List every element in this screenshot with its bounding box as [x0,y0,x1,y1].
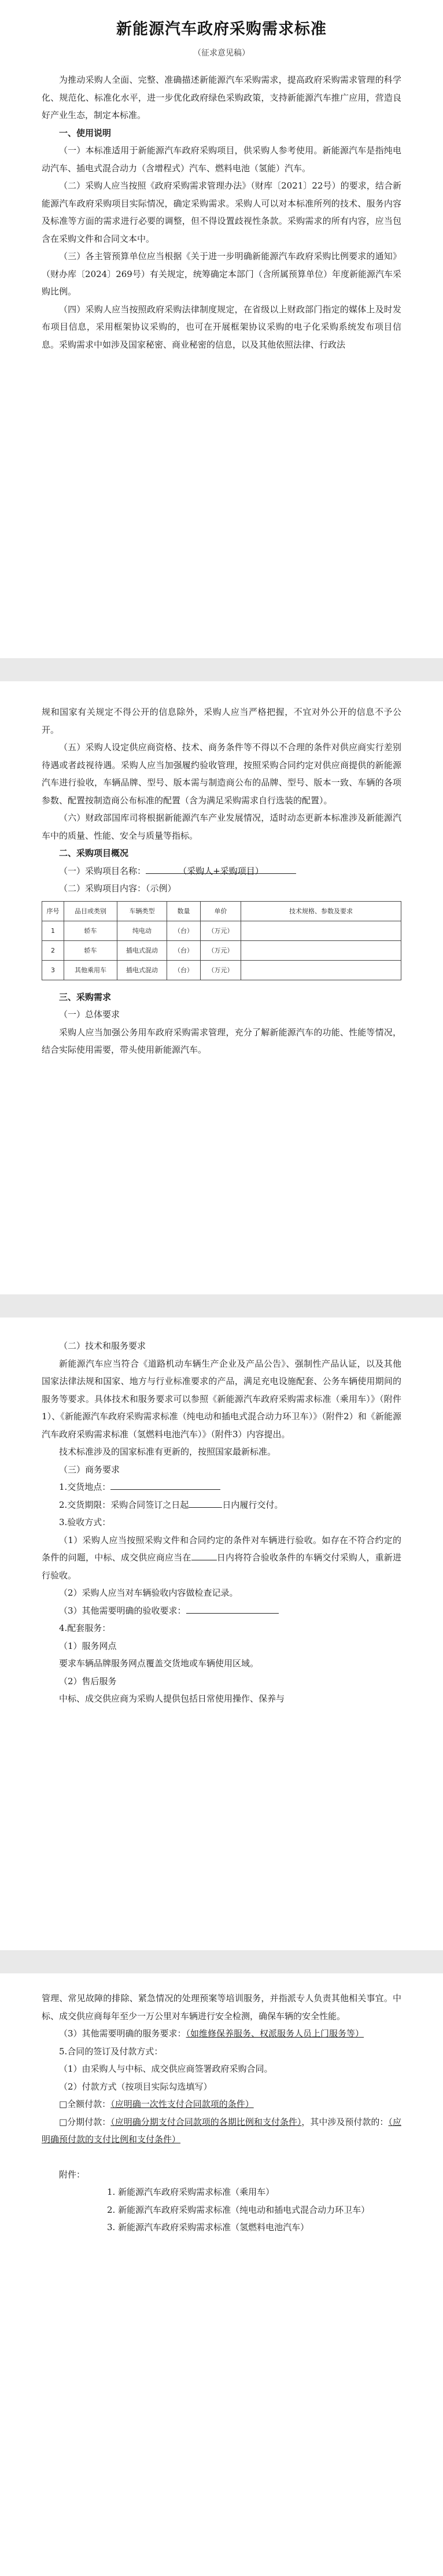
service-network-heading: （1）服务网点 [59,1640,117,1651]
project-name-field [146,862,296,874]
section-usage-heading: 一、使用说明 [59,127,112,138]
general-requirements-text: 采购人应当加强公务用车政府采购需求管理，充分了解新能源汽车的功能、性能等情况，结合实际使用需要，带头使用新能源汽车。 [42,1027,401,1055]
table-cell [241,940,401,960]
acceptance-item-3-line [42,1602,401,1620]
table-cell: 3 [42,960,64,980]
table-header-cell: 数量 [167,901,201,921]
acceptance-item-3-label: （3）其他需要明确的验收要求： [59,1605,186,1616]
general-requirements-heading: （一）总体要求 [59,1009,120,1020]
attachment-item-1: 1. 新能源汽车政府采购需求标准（乘用车） [107,2187,275,2197]
project-name-value: （采购人+采购项目） [178,865,264,876]
project-name-line [42,862,401,880]
delivery-location-blank [110,1481,220,1490]
acceptance-item-2: （2）采购人应当对车辆验收内容做检查记录。 [59,1588,238,1598]
delivery-days-blank [189,1499,222,1508]
table-cell: 纯电动 [117,921,167,940]
document-page-2 [0,681,443,1294]
table-cell: 其他乘用车 [64,960,117,980]
table-cell [241,921,401,940]
supporting-services-heading: 4.配套服务： [59,1623,111,1633]
table-header-cell: 序号 [42,901,64,921]
table-cell: （万元） [201,960,241,980]
table-row [42,940,401,960]
contract-payment-heading: 5.合同的签订及付款方式： [59,2046,163,2057]
table-cell [241,960,401,980]
project-name-label: （一）采购项目名称： [59,865,146,876]
table-cell: （万元） [201,940,241,960]
section-overview-heading: 二、采购项目概况 [59,848,129,858]
full-payment-fill: （应明确一次性支付合同款项的条件） [110,2099,254,2109]
table-cell: 1 [42,921,64,940]
delivery-deadline-suffix: 日内履行交付。 [222,1499,283,1510]
table-cell: （万元） [201,921,241,940]
table-cell: 轿车 [64,921,117,940]
table-row [42,921,401,940]
table-row [42,960,401,980]
installment-fill: （应明确分期支付合同款项的各期比例和支付条件） [110,2116,302,2127]
table-header-cell: 车辆类型 [117,901,167,921]
document-page-3 [0,1317,443,1950]
delivery-deadline-line [42,1496,401,1514]
table-header-cell: 技术规格、参数及要求 [241,901,401,921]
usage-item-1: （一）本标准适用于新能源汽车政府采购项目，供采购人参考使用。新能源汽车是指纯电动汽车、插电式混合动力（含增程式）汽车、燃料电池（氢能）汽车。 [42,145,401,174]
document-page-1 [0,0,443,658]
after-sales-text: 中标、成交供应商为采购人提供包括日常使用操作、保养与 [59,1693,285,1704]
prepayment-fill: （应明确预付款的支付比例和支付条件） [42,2116,401,2145]
table-cell: （台） [167,960,201,980]
usage-item-4-continued: 规和国家有关规定不得公开的信息除外，采购人应当严格把握，不宜对外公开的信息不予公开。 [42,707,401,735]
service-network-text: 要求车辆品牌服务网点覆盖交货地或车辆使用区域。 [59,1658,259,1669]
commercial-requirements-heading: （三）商务要求 [59,1464,120,1475]
table-cell: 插电式混动 [117,960,167,980]
reacceptance-days-blank [191,1551,217,1560]
usage-item-2: （二）采购人应当按照《政府采购需求管理办法》（财库〔2021〕22号）的要求，结合新能源汽车政府采购项目实际情况，确定采购需求。采购人可以对本标准所列的技术、服务内容及标准等方面的需求进行必要的调整，但不得设置歧视性条款。采购需求的所有内容，应当包含在采购文件和合同文本中。 [42,180,401,244]
attachment-item-3: 3. 新能源汽车政府采购需求标准（氢燃料电池汽车） [107,2222,309,2232]
table-cell: （台） [167,940,201,960]
other-service-label: （3）其他需要明确的服务要求： [59,2028,186,2039]
delivery-location-label: 1.交货地点： [59,1482,111,1492]
table-cell: 插电式混动 [117,940,167,960]
intro-paragraph: 为推动采购人全面、完整、准确描述新能源汽车采购需求，提高政府采购需求管理的科学化、规范化、标准化水平，进一步优化政府绿色采购政策，支持新能源汽车推广应用，营造良好产业生态，制定本标准。 [42,75,401,120]
table-cell: （台） [167,921,201,940]
document-title: 新能源汽车政府采购需求标准 [116,20,327,38]
tech-service-heading: （二）技术和服务要求 [59,1341,146,1351]
table-cell: 轿车 [64,940,117,960]
full-payment-option [42,2095,401,2113]
after-sales-text-continued: 管理、常见故障的排除、紧急情况的处理预案等培训服务，并指派专人负责其他相关事宜。中标、成交供应商每年至少一万公里对车辆进行安全检测，确保车辆的安全性能。 [42,1993,401,2021]
acceptance-method-heading: 3.验收方式： [59,1517,111,1527]
acceptance-item-1-text-b: 日内将符合验收条件的车辆交付采购人，重新进行验收。 [42,1552,401,1581]
delivery-deadline-prefix: 2.交货期限：采购合同签订之日起 [59,1499,189,1510]
table-header-row [42,901,401,921]
payment-method-heading: （2）付款方式（按项目实际勾选填写） [59,2081,212,2092]
project-content-label: （二）采购项目内容：（示例） [59,883,176,894]
acceptance-other-blank [186,1604,279,1614]
procurement-items-table [42,901,401,980]
other-service-requirements [42,2025,401,2043]
installment-payment-option [42,2113,401,2149]
acceptance-item-1-text-a: （1）采购人应当按照采购文件和合同约定的条件对车辆进行验收。如存在不符合约定的条件的问题，中标、成交供应商应当在 [42,1534,401,1563]
document-subtitle: （征求意见稿） [193,49,250,58]
usage-item-6: （六）财政部国库司将根据新能源汽车产业发展情况，适时动态更新本标准涉及新能源汽车中的质量、性能、安全与质量等指标。 [42,813,401,841]
attachments-label: 附件： [59,2169,86,2180]
usage-item-5: （五）采购人设定供应商资格、技术、商务条件等不得以不合理的条件对供应商实行差别待遇或者歧视待遇。采购人应当加强履约验收管理，按照采购合同约定对供应商提供的新能源汽车进行验收，车辆品牌、型号、版本需与制造商公布的品牌、型号、版本一致、车辆的各项参数、配置按制造商公布标准的配置（含为满足采购需求自行选装的配置）。 [42,742,401,806]
section-requirements-heading: 三、采购需求 [59,991,112,1002]
tech-standard-update-text: 技术标准涉及的国家标准有更新的，按照国家最新标准。 [59,1446,276,1457]
full-payment-checkbox-label: □全额付款： [59,2099,111,2109]
usage-item-4: （四）采购人应当按照政府采购法律制度规定，在省级以上财政部门指定的媒体上及时发布项目信息，采用框架协议采购的，也可在开展框架协议采购的电子化采购系统发布项目信息。采购需求中如涉及国家秘密、商业秘密的信息，以及其他依照法律、行政法 [42,304,401,350]
contract-signing-text: （1）由采购人与中标、成交供应商签署政府采购合同。 [59,2064,273,2074]
table-cell: 2 [42,940,64,960]
tech-requirements-text: 新能源汽车应当符合《道路机动车辆生产企业及产品公告》、强制性产品认证，以及其他国家法律法规和国家、地方与行业标准要求的产品，满足充电设施配套、公务车辆使用期间的服务等要求。具体技术和服务要求可以参照《新能源汽车政府采购需求标准（乘用车）》（附件1）、《新能源汽车政府采购需求标准（纯电动和插电式混合动力环卫车）》（附件2）和《新能源汽车政府采购需求标准（氢燃料电池汽车）》（附件3）内容提出。 [42,1358,401,1440]
document-page-4 [0,1973,443,2576]
usage-item-3: （三）各主管预算单位应当根据《关于进一步明确新能源汽车政府采购比例要求的通知》（财办库〔2024〕269号）有关规定，统筹确定本部门（含所属预算单位）年度新能源汽车采购比例。 [42,251,401,297]
table-header-cell: 单价 [201,901,241,921]
table-header-cell: 品目或类别 [64,901,117,921]
delivery-location-line [42,1478,401,1496]
other-service-fill: （如维修保养服务、权派服务人员上门服务等） [186,2028,364,2039]
after-sales-heading: （2）售后服务 [59,1675,117,1686]
acceptance-item-1 [42,1531,401,1585]
installment-mid-text: ，其中涉及预付款的： [301,2116,389,2127]
installment-checkbox-label: □分期付款： [59,2116,111,2127]
attachment-item-2: 2. 新能源汽车政府采购需求标准（纯电动和插电式混合动力环卫车） [107,2204,370,2215]
